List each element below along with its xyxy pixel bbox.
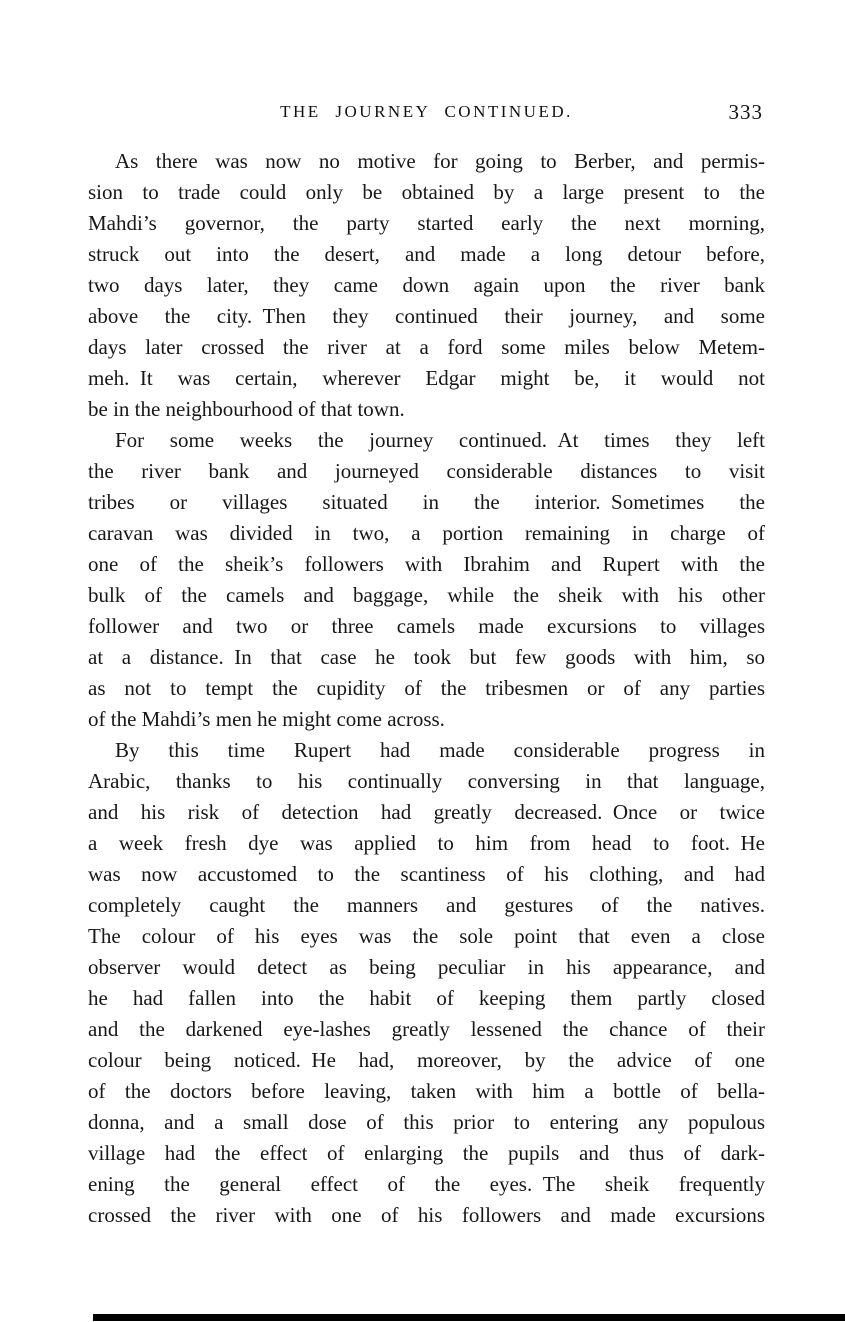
text-line: a week fresh dye was applied to him from head to foot. He xyxy=(88,831,765,855)
text-line: and his risk of detection had greatly decreased. Once or twice xyxy=(88,800,765,824)
text-line: For some weeks the journey continued. At times they left xyxy=(115,428,765,452)
running-title: THE JOURNEY CONTINUED. xyxy=(280,102,573,121)
text-line: observer would detect as being peculiar in his appearance, and xyxy=(88,955,765,979)
text-line: bulk of the camels and baggage, while the sheik with his other xyxy=(88,583,765,607)
text-line: meh. It was certain, wherever Edgar might be, it would not xyxy=(88,366,765,390)
text-line: above the city. Then they continued their journey, and some xyxy=(88,304,765,328)
scan-artifact-bar xyxy=(93,1314,845,1321)
text-line: he had fallen into the habit of keeping them partly closed xyxy=(88,986,765,1010)
text-line: the river bank and journeyed considerable distances to visit xyxy=(88,459,765,483)
text-line: as not to tempt the cupidity of the tribesmen or of any parties xyxy=(88,676,765,700)
text-line: crossed the river with one of his followers and made excursions xyxy=(88,1203,765,1227)
text-line: follower and two or three camels made excursions to villages xyxy=(88,614,765,638)
text-line: tribes or villages situated in the interior. Sometimes the xyxy=(88,490,765,514)
text-line: colour being noticed. He had, moreover, by the advice of one xyxy=(88,1048,765,1072)
text-line: caravan was divided in two, a portion remaining in charge of xyxy=(88,521,765,545)
text-line: Mahdi’s governor, the party started early the next morning, xyxy=(88,211,765,235)
text-line: donna, and a small dose of this prior to entering any populous xyxy=(88,1110,765,1134)
text-line: Arabic, thanks to his continually conversing in that language, xyxy=(88,769,765,793)
text-line: As there was now no motive for going to Berber, and permis- xyxy=(115,149,765,173)
page-header xyxy=(88,100,765,126)
text-line: at a distance. In that case he took but few goods with him, so xyxy=(88,645,765,669)
text-line: of the doctors before leaving, taken with him a bottle of bella- xyxy=(88,1079,765,1103)
text-line: By this time Rupert had made considerable progress in xyxy=(115,738,765,762)
text-line: days later crossed the river at a ford some miles below Metem- xyxy=(88,335,765,359)
text-line: struck out into the desert, and made a long detour before, xyxy=(88,242,765,266)
text-line: of the Mahdi’s men he might come across. xyxy=(88,707,445,731)
text-line: was now accustomed to the scantiness of his clothing, and had xyxy=(88,862,765,886)
text-line: and the darkened eye-lashes greatly lessened the chance of their xyxy=(88,1017,765,1041)
text-line: two days later, they came down again upon the river bank xyxy=(88,273,765,297)
text-line: village had the effect of enlarging the pupils and thus of dark- xyxy=(88,1141,765,1165)
text-line: completely caught the manners and gestures of the natives. xyxy=(88,893,765,917)
text-line: be in the neighbourhood of that town. xyxy=(88,397,405,421)
page-number: 333 xyxy=(728,100,763,124)
text-line: ening the general effect of the eyes. The sheik frequently xyxy=(88,1172,765,1196)
page-body xyxy=(88,146,765,1231)
text-line: sion to trade could only be obtained by a large present to the xyxy=(88,180,765,204)
text-line: The colour of his eyes was the sole point that even a close xyxy=(88,924,765,948)
text-line: one of the sheik’s followers with Ibrahim and Rupert with the xyxy=(88,552,765,576)
